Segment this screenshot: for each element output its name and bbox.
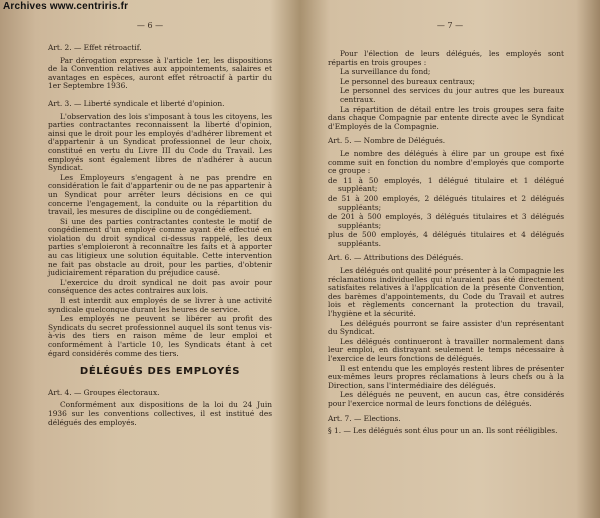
group-item: La surveillance du fond;: [340, 67, 431, 77]
art3-paragraph-5: Il est interdit aux employés de se livrer à une activité syndicale quelconque durant les heures de service.: [48, 296, 272, 314]
art7-title: Art. 7. — Elections.: [328, 413, 401, 423]
section-heading: DÉLÉGUÉS DES EMPLOYÉS: [79, 366, 241, 378]
page-number-right: — 7 —: [436, 21, 464, 30]
delegate-count-item: de 201 à 500 employés, 3 délégués titulaires et 3 délégués suppléants;: [328, 212, 564, 230]
groups-intro: Pour l'élection de leurs délégués, les employés sont répartis en trois groupes :: [328, 49, 564, 67]
left-column: [48, 44, 272, 428]
art3-title: Art. 3. — Liberté syndicale et liberté d'opinion.: [48, 98, 225, 108]
art2-paragraph: Par dérogation expresse à l'article 1er, les dispositions de la Convention relatives aux appointements, salaires et avantages en espèces, auront effet rétroactif à partir du 1er Septembre 1936.: [48, 55, 272, 91]
watermark: Archives www.centriris.fr: [3, 1, 129, 12]
group-item: Le personnel des bureaux centraux;: [340, 76, 476, 86]
art6-paragraph-1: Les délégués ont qualité pour présenter à la Compagnie les réclamations individuelles qui n'auraient pas été directement satisfaites relatives à l'application de la présente Convention, des barèmes d'appointements, du Code du Travail et autres lois et règlements concernant la protection du travail, l'hygiène et la sécurité.: [328, 266, 564, 319]
art3-paragraph-2: Les Employeurs s'engagent à ne pas prendre en considération le fait d'appartenir ou de ne pas appartenir à un Syndicat pour arrêter leurs décisions en ce qui concerne l'engagement, la conduite ou la répartition du travail, les mesures de discipline ou de congédiement.: [48, 172, 272, 217]
art5-paragraph: Le nombre des délégués à élire par un groupe est fixé comme suit en fonction du nombre d'employés que comporte ce groupe :: [328, 148, 564, 176]
delegate-count-item: plus de 500 employés, 4 délégués titulaires et 4 délégués suppléants.: [328, 230, 564, 248]
art4-title: Art. 4. — Groupes électoraux.: [48, 387, 160, 397]
art6-title: Art. 6. — Attributions des Délégués.: [328, 253, 464, 263]
art3-paragraph-3: Si une des parties contractantes conteste le motif de congédiement d'un employé comme ayant été effectué en violation du droit syndical ci-dessus rappelé, les deux parties s'emploieront à reconnaître les faits et à apporter au cas litigieux une solution équitable. Cette intervention ne fait pas obstacle au droit, pour les parties, d'obtenir judiciairement réparation du préjudice causé.: [48, 216, 272, 278]
art3-paragraph-4: L'exercice du droit syndical ne doit pas avoir pour conséquence des actes contraires aux lois.: [48, 277, 272, 296]
art6-paragraph-5: Les délégués ne peuvent, en aucun cas, être considérés pour l'exercice normal de leurs fonctions de délégués.: [328, 390, 564, 408]
art4-paragraph: Conformément aux dispositions de la loi du 24 Juin 1936 sur les conventions collectives, il est institué des délégués des employés.: [48, 400, 272, 427]
group-item: Le personnel des services du jour autres que les bureaux centraux.: [340, 86, 564, 104]
art6-paragraph-3: Les délégués continueront à travailler normalement dans leur emploi, en distrayant seulement le temps nécessaire à l'exercice de leurs fonctions de délégués.: [328, 336, 564, 363]
art5-title: Art. 5. — Nombre de Délégués.: [328, 136, 446, 146]
delegate-count-item: de 51 à 200 employés, 2 délégués titulaires et 2 délégués suppléants;: [328, 193, 564, 212]
art6-paragraph-4: Il est entendu que les employés restent libres de présenter eux-mêmes leurs propres réclamations à leurs chefs ou à la Direction, sans l'intermédiaire des délégués.: [328, 363, 564, 390]
right-column: [328, 50, 564, 437]
art3-paragraph-6: Les employés ne peuvent se libérer au profit des Syndicats du secret professionnel auquel ils sont tenus vis-à-vis des tiers en raison même de leur emploi et conformément à l'article 10, les Syndicats étant à cet égard considérés comme des tiers.: [48, 314, 272, 358]
art7-paragraph: § 1. — Les délégués sont élus pour un an. Ils sont rééligibles.: [328, 426, 558, 436]
art6-paragraph-2: Les délégués pourront se faire assister d'un représentant du Syndicat.: [328, 318, 564, 337]
art3-paragraph-1: L'observation des lois s'imposant à tous les citoyens, les parties contractantes reconnaissent la liberté d'opinion, ainsi que le droit pour les employés d'adhérer librement et d'appartenir à un Syndicat professionnel de leur choix, constitué en vertu du Livre III du Code du Travail. Les employés sont également libres de n'adhérer à aucun Syndicat.: [48, 111, 272, 173]
right-page: [300, 0, 600, 518]
page-number-left: — 6 —: [136, 21, 164, 30]
delegate-count-item: de 11 à 50 employés, 1 délégué titulaire et 1 délégué suppléant;: [328, 175, 564, 194]
art2-title: Art. 2. — Effet rétroactif.: [48, 43, 142, 52]
repartition-paragraph: La répartition de détail entre les trois groupes sera faite dans chaque Compagnie par entente directe avec le Syndicat d'Employés de la Compagnie.: [328, 104, 564, 131]
